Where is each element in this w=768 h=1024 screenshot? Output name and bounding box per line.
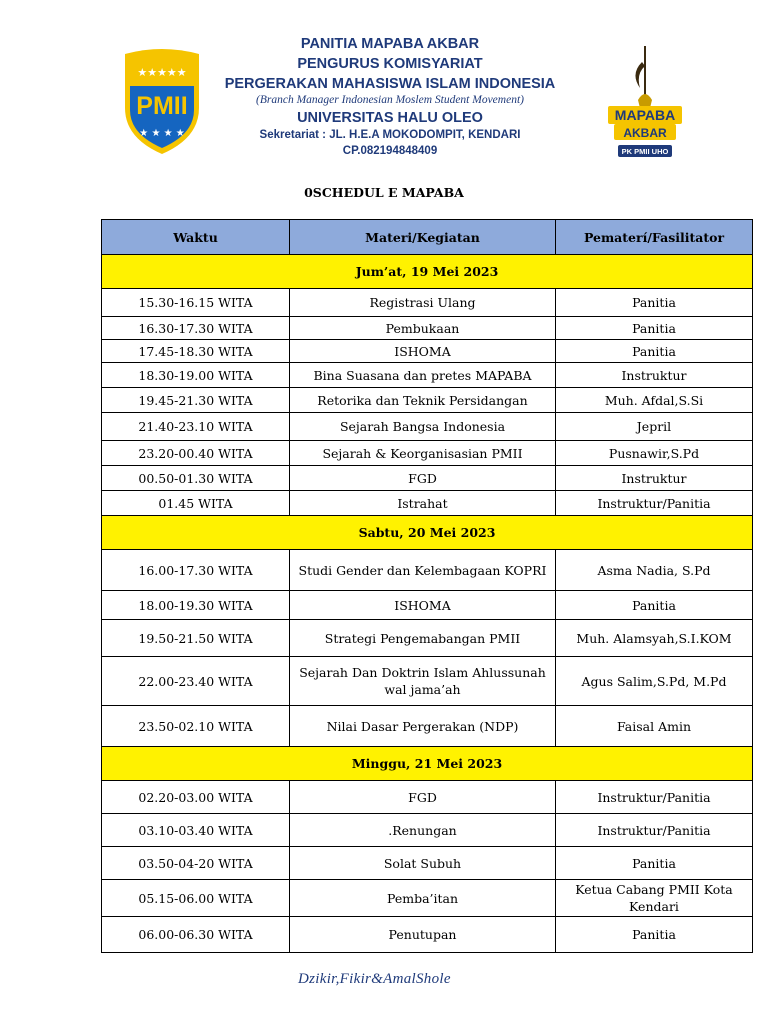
cell-waktu: 01.45 WITA [102,491,290,516]
table-row [102,657,753,706]
table-row [102,880,753,917]
cell-pemateri: Muh. Afdal,S.Si [556,388,753,413]
cell-pemateri: Instruktur/Panitia [556,781,753,814]
cell-materi: Solat Subuh [290,847,556,880]
cell-waktu: 17.45-18.30 WITA [102,340,290,363]
table-row [102,413,753,441]
cell-materi: FGD [290,466,556,491]
cell-materi: Strategi Pengemabangan PMII [290,620,556,657]
table-row [102,491,753,516]
table-row [102,441,753,466]
pmii-shield-logo-icon [117,46,207,156]
table-row [102,781,753,814]
svg-text:★★★★★: ★★★★★ [137,66,187,79]
cell-materi: FGD [290,781,556,814]
header-line-2: PENGURUS KOMISYARIAT [297,56,483,72]
table-row [102,340,753,363]
column-header-waktu: Waktu [102,220,290,255]
table-row [102,706,753,747]
akbar-logo-text: AKBAR [623,126,667,140]
schedule-body [102,255,753,953]
cell-pemateri: Asma Nadia, S.Pd [556,550,753,591]
cell-materi: Sejarah Bangsa Indonesia [290,413,556,441]
letterhead [0,0,768,175]
cell-waktu: 19.45-21.30 WITA [102,388,290,413]
header-line-4: (Branch Manager Indonesian Moslem Student Movement) [256,94,524,106]
cell-materi: Studi Gender dan Kelembagaan KOPRI [290,550,556,591]
cell-materi: Pemba’itan [290,880,556,917]
header-line-3: PERGERAKAN MAHASISWA ISLAM INDONESIA [224,76,556,92]
pk-pmii-uho-text: PK PMII UHO [621,147,669,156]
column-header-pemateri: Pematerí/Fasilitator [556,220,753,255]
day-label: Minggu, 21 Mei 2023 [102,747,753,781]
footer-motto: Dzikir,Fikir&AmalShole [298,971,451,987]
cell-materi: ISHOMA [290,591,556,620]
cell-pemateri: Pusnawir,S.Pd [556,441,753,466]
table-row [102,289,753,317]
table-row [102,814,753,847]
day-label: Jum’at, 19 Mei 2023 [102,255,753,289]
cell-waktu: 23.50-02.10 WITA [102,706,290,747]
header-line-1: PANITIA MAPABA AKBAR [300,36,480,52]
cell-pemateri: Panitia [556,340,753,363]
cell-waktu: 03.50-04-20 WITA [102,847,290,880]
svg-text:★ ★ ★ ★: ★ ★ ★ ★ [139,128,185,139]
cell-materi: Penutupan [290,917,556,953]
column-header-materi: Materi/Kegiatan [290,220,556,255]
cell-materi: ISHOMA [290,340,556,363]
table-header-row [102,220,753,255]
cell-pemateri: Agus Salim,S.Pd, M.Pd [556,657,753,706]
cell-waktu: 06.00-06.30 WITA [102,917,290,953]
cell-materi: Bina Suasana dan pretes MAPABA [290,363,556,388]
cell-waktu: 18.00-19.30 WITA [102,591,290,620]
day-header-row [102,255,753,289]
cell-waktu: 05.15-06.00 WITA [102,880,290,917]
cell-materi: Sejarah & Keorganisasian PMII [290,441,556,466]
cell-waktu: 23.20-00.40 WITA [102,441,290,466]
cell-waktu: 21.40-23.10 WITA [102,413,290,441]
cell-waktu: 15.30-16.15 WITA [102,289,290,317]
table-row [102,550,753,591]
cell-materi: .Renungan [290,814,556,847]
cell-waktu: 00.50-01.30 WITA [102,466,290,491]
schedule-title: 0SCHEDUL E MAPABA [304,185,464,200]
table-row [102,917,753,953]
table-row [102,466,753,491]
cell-pemateri: Panitia [556,591,753,620]
cell-pemateri: Instruktur [556,466,753,491]
cell-waktu: 03.10-03.40 WITA [102,814,290,847]
pmii-logo-text: PMII [136,92,188,120]
cell-pemateri: Faisal Amin [556,706,753,747]
mapaba-akbar-logo-icon [600,44,690,162]
day-label: Sabtu, 20 Mei 2023 [102,516,753,550]
table-row [102,363,753,388]
table-row [102,847,753,880]
table-row [102,591,753,620]
cell-materi: Registrasi Ulang [290,289,556,317]
day-header-row [102,516,753,550]
cell-pemateri: Instruktur [556,363,753,388]
cell-materi: Nilai Dasar Pergerakan (NDP) [290,706,556,747]
schedule-table [101,219,753,953]
header-line-7: CP.082194848409 [342,145,438,157]
cell-pemateri: Instruktur/Panitia [556,814,753,847]
cell-waktu: 22.00-23.40 WITA [102,657,290,706]
cell-pemateri: Panitia [556,289,753,317]
cell-materi: Istrahat [290,491,556,516]
cell-pemateri: Muh. Alamsyah,S.I.KOM [556,620,753,657]
cell-waktu: 16.30-17.30 WITA [102,317,290,340]
cell-pemateri: Ketua Cabang PMII Kota Kendari [556,880,753,917]
cell-waktu: 02.20-03.00 WITA [102,781,290,814]
cell-pemateri: Instruktur/Panitia [556,491,753,516]
cell-pemateri: Panitia [556,917,753,953]
table-row [102,388,753,413]
cell-materi: Pembukaan [290,317,556,340]
cell-waktu: 19.50-21.50 WITA [102,620,290,657]
cell-waktu: 18.30-19.00 WITA [102,363,290,388]
day-header-row [102,747,753,781]
mapaba-logo-text: MAPABA [614,107,676,123]
header-line-5: UNIVERSITAS HALU OLEO [297,110,483,126]
cell-pemateri: Panitia [556,317,753,340]
cell-waktu: 16.00-17.30 WITA [102,550,290,591]
header-line-6: Sekretariat : JL. H.E.A MOKODOMPIT, KENDARI [259,129,521,141]
table-row [102,620,753,657]
cell-pemateri: Panitia [556,847,753,880]
cell-pemateri: Jepril [556,413,753,441]
cell-materi: Retorika dan Teknik Persidangan [290,388,556,413]
table-row [102,317,753,340]
cell-materi: Sejarah Dan Doktrin Islam Ahlussunah wal jama’ah [290,657,556,706]
